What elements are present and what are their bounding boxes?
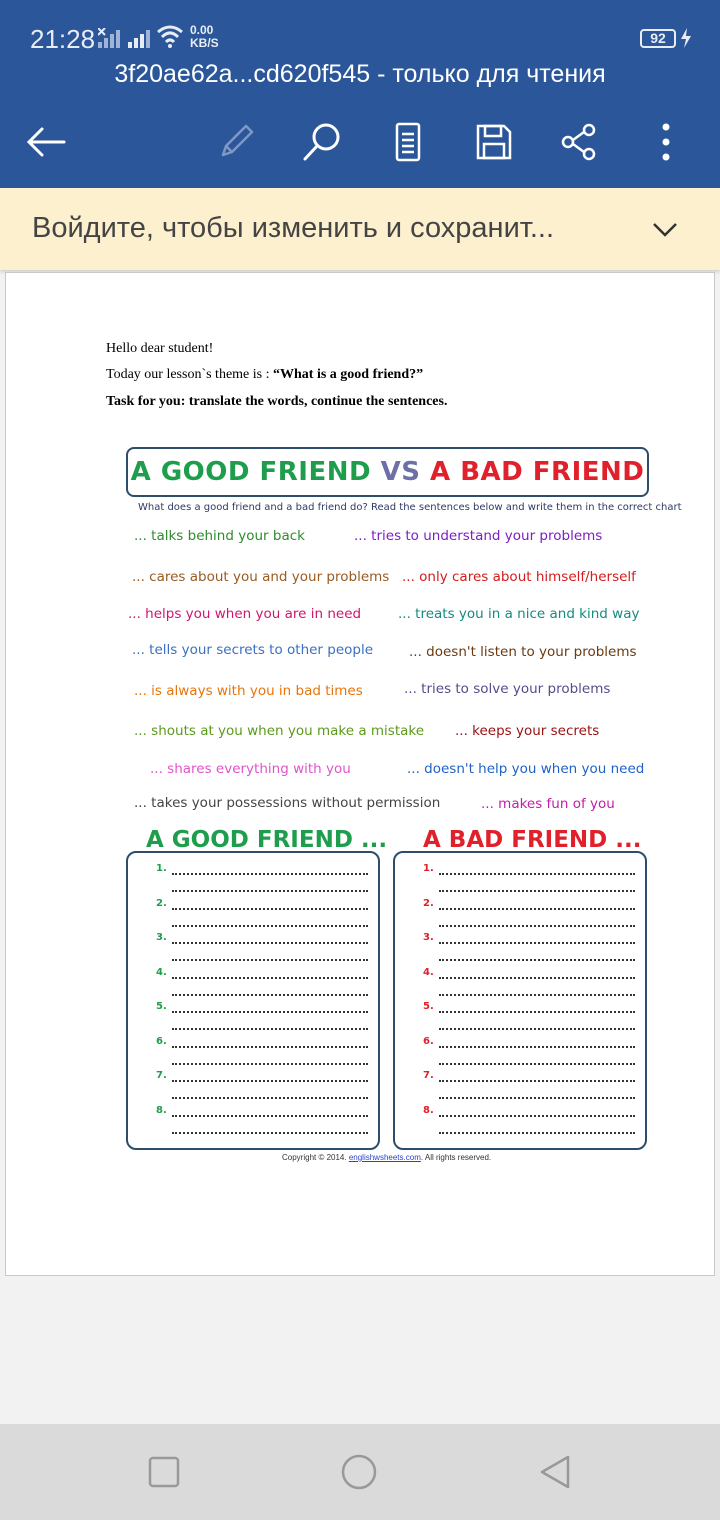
back-button[interactable] xyxy=(22,118,70,166)
line-number: 3. xyxy=(423,932,434,943)
save-icon xyxy=(474,122,514,162)
line-number: 3. xyxy=(156,932,167,943)
home-icon[interactable] xyxy=(340,1453,378,1491)
copyright-link[interactable]: englishwsheets.com xyxy=(348,1153,421,1162)
line-number: 6. xyxy=(156,1035,167,1047)
phrase-item: ... is always with you in bad times xyxy=(134,683,363,699)
signal-icon xyxy=(128,28,152,48)
phrase-item: ... makes fun of you xyxy=(481,796,615,812)
reading-view-icon xyxy=(393,122,423,162)
bad-friend-chart xyxy=(393,851,647,1150)
answer-line[interactable] xyxy=(439,1132,635,1134)
line-number: 7. xyxy=(423,1070,434,1081)
phrase-item: ... tries to understand your problems xyxy=(354,528,603,544)
answer-line[interactable] xyxy=(439,977,635,979)
pencil-icon xyxy=(215,121,257,163)
phrase-item: ... doesn't listen to your problems xyxy=(409,644,637,660)
share-icon xyxy=(559,122,599,162)
navigation-bar xyxy=(0,1424,720,1520)
edit-button[interactable] xyxy=(212,118,260,166)
answer-line[interactable] xyxy=(439,994,635,996)
search-button[interactable] xyxy=(298,118,346,166)
phrase-item: ... keeps your secrets xyxy=(455,723,600,739)
answer-line[interactable] xyxy=(172,1063,368,1065)
phrase-item: ... helps you when you are in need xyxy=(128,606,362,622)
search-icon xyxy=(301,121,343,163)
answer-line[interactable] xyxy=(172,977,368,979)
answer-line[interactable] xyxy=(439,1063,635,1065)
answer-line[interactable] xyxy=(172,1080,368,1082)
answer-line[interactable] xyxy=(172,908,368,910)
signal-no-sim-icon xyxy=(98,28,124,48)
back-arrow-icon xyxy=(24,124,68,160)
clock: 21:28 xyxy=(30,24,96,54)
document-page xyxy=(5,272,715,1276)
answer-line[interactable] xyxy=(172,925,368,927)
network-speed: 0.00 KB/S xyxy=(190,23,219,50)
title-bad: A BAD FRIEND xyxy=(430,457,645,487)
more-options-button[interactable] xyxy=(642,118,690,166)
answer-line[interactable] xyxy=(439,1097,635,1099)
phrase-item: ... shares everything with you xyxy=(150,761,351,777)
status-bar xyxy=(0,0,720,56)
worksheet-title xyxy=(126,447,649,497)
good-friend-heading: A GOOD FRIEND ... xyxy=(146,827,388,853)
answer-line[interactable] xyxy=(439,942,635,944)
line-number: 7. xyxy=(156,1070,167,1081)
phrase-item: ... tells your secrets to other people xyxy=(132,642,374,658)
good-friend-chart xyxy=(126,851,380,1150)
line-number: 2. xyxy=(423,897,434,909)
intro-task: Task for you: translate the words, continue the sentences. xyxy=(106,394,448,409)
chevron-down-icon[interactable] xyxy=(650,214,680,244)
title-vs: VS xyxy=(380,457,421,487)
answer-line[interactable] xyxy=(439,908,635,910)
document-title: 3f20ae62a...cd620f545 - только для чтения xyxy=(114,60,606,88)
title-good: A GOOD FRIEND xyxy=(130,457,372,487)
answer-line[interactable] xyxy=(172,959,368,961)
answer-line[interactable] xyxy=(439,1028,635,1030)
bad-friend-heading: A BAD FRIEND ... xyxy=(423,827,642,853)
answer-line[interactable] xyxy=(172,873,368,875)
line-number: 5. xyxy=(156,1001,167,1012)
answer-line[interactable] xyxy=(172,942,368,944)
phrase-item: ... tries to solve your problems xyxy=(404,681,611,697)
line-number: 8. xyxy=(423,1104,434,1116)
answer-line[interactable] xyxy=(439,873,635,875)
phrase-item: ... talks behind your back xyxy=(134,528,305,544)
answer-line[interactable] xyxy=(172,1028,368,1030)
wifi-icon xyxy=(156,24,184,48)
line-number: 1. xyxy=(156,863,167,874)
line-number: 6. xyxy=(423,1035,434,1047)
answer-line[interactable] xyxy=(172,1097,368,1099)
share-button[interactable] xyxy=(555,118,603,166)
phrase-item: ... shouts at you when you make a mistake xyxy=(134,723,425,739)
copyright-note: Copyright © 2014. englishwsheets.com. All rights reserved. xyxy=(282,1153,492,1162)
battery-indicator: 92 xyxy=(640,29,676,48)
worksheet-instruction: What does a good friend and a bad friend do? Read the sentences below and write them in the correct chart xyxy=(138,502,682,513)
recent-apps-icon[interactable] xyxy=(148,1456,180,1488)
phrase-item: ... cares about you and your problems xyxy=(132,569,390,585)
phrase-item: ... takes your possessions without permission xyxy=(134,795,441,811)
answer-line[interactable] xyxy=(439,1011,635,1013)
answer-line[interactable] xyxy=(172,1132,368,1134)
answer-line[interactable] xyxy=(172,1115,368,1117)
phrase-item: ... only cares about himself/herself xyxy=(402,569,636,585)
reading-view-button[interactable] xyxy=(384,118,432,166)
answer-line[interactable] xyxy=(172,1046,368,1048)
answer-line[interactable] xyxy=(439,1046,635,1048)
save-button[interactable] xyxy=(470,118,518,166)
answer-line[interactable] xyxy=(439,1115,635,1117)
phrase-item: ... doesn't help you when you need xyxy=(407,761,645,777)
answer-line[interactable] xyxy=(439,890,635,892)
line-number: 5. xyxy=(423,1001,434,1012)
banner-text: Войдите, чтобы изменить и сохранит... xyxy=(32,212,555,244)
answer-line[interactable] xyxy=(439,1080,635,1082)
answer-line[interactable] xyxy=(172,890,368,892)
sign-in-banner[interactable] xyxy=(0,188,720,270)
charging-bolt-icon xyxy=(680,28,692,48)
answer-line[interactable] xyxy=(172,1011,368,1013)
answer-line[interactable] xyxy=(439,959,635,961)
line-number: 4. xyxy=(156,966,167,978)
answer-line[interactable] xyxy=(439,925,635,927)
line-number: 4. xyxy=(423,966,434,978)
app-bar xyxy=(0,0,720,188)
intro-greeting: Hello dear student! xyxy=(106,341,214,356)
answer-line[interactable] xyxy=(172,994,368,996)
back-icon[interactable] xyxy=(538,1454,574,1490)
line-number: 8. xyxy=(156,1104,167,1116)
phrase-item: ... treats you in a nice and kind way xyxy=(398,606,640,622)
more-vertical-icon xyxy=(660,122,672,162)
line-number: 1. xyxy=(423,863,434,874)
line-number: 2. xyxy=(156,897,167,909)
intro-theme: Today our lesson`s theme is : “What is a good friend?” xyxy=(106,367,424,382)
